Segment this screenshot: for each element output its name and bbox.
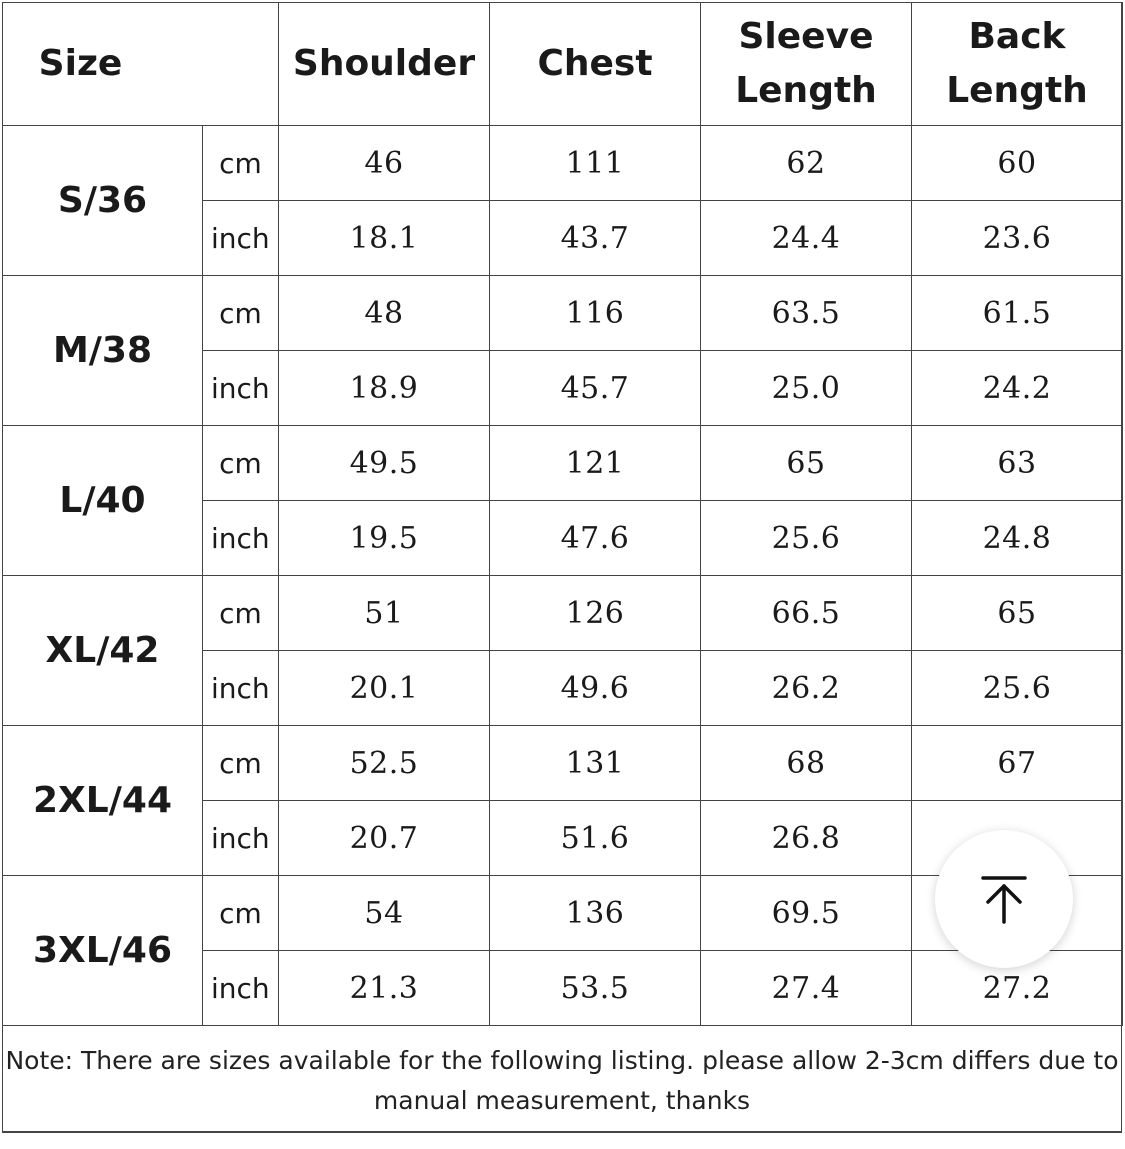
- header-sleeve-length: [701, 3, 912, 126]
- sleeve-value: 65: [701, 426, 912, 501]
- size-label: 3XL/46: [3, 876, 203, 1026]
- back-value: 61.5: [912, 276, 1123, 351]
- shoulder-value: 19.5: [279, 501, 490, 576]
- size-label: M/38: [3, 276, 203, 426]
- shoulder-value: 54: [279, 876, 490, 951]
- sleeve-value: 25.6: [701, 501, 912, 576]
- unit-label: cm: [203, 276, 279, 351]
- chest-value: 116: [490, 276, 701, 351]
- table-row: [3, 726, 1123, 801]
- size-label: L/40: [3, 426, 203, 576]
- chest-value: 111: [490, 126, 701, 201]
- chest-value: 47.6: [490, 501, 701, 576]
- header-sleeve-line1: Sleeve: [738, 16, 874, 57]
- header-sleeve-line2: Length: [735, 70, 877, 111]
- size-label: 2XL/44: [3, 726, 203, 876]
- unit-label: cm: [203, 426, 279, 501]
- sleeve-value: 26.8: [701, 801, 912, 876]
- sleeve-value: 27.4: [701, 951, 912, 1026]
- chest-value: 51.6: [490, 801, 701, 876]
- chest-value: 131: [490, 726, 701, 801]
- unit-label: inch: [203, 351, 279, 426]
- header-back-length: [912, 3, 1123, 126]
- shoulder-value: 51: [279, 576, 490, 651]
- sleeve-value: 62: [701, 126, 912, 201]
- back-value: 24.2: [912, 351, 1123, 426]
- chest-value: 126: [490, 576, 701, 651]
- table-row: [3, 576, 1123, 651]
- note-line1: Note: There are sizes available for the following listing. please allow 2-3cm differs due to: [5, 1046, 1119, 1075]
- table-row: [3, 426, 1123, 501]
- sleeve-value: 68: [701, 726, 912, 801]
- header-size-label: Size: [38, 43, 123, 84]
- sleeve-value: 24.4: [701, 201, 912, 276]
- header-shoulder: Shoulder: [279, 3, 490, 126]
- shoulder-value: 49.5: [279, 426, 490, 501]
- unit-label: inch: [203, 801, 279, 876]
- unit-label: inch: [203, 201, 279, 276]
- back-value: 67: [912, 726, 1123, 801]
- unit-label: cm: [203, 876, 279, 951]
- unit-label: cm: [203, 126, 279, 201]
- size-label: S/36: [3, 126, 203, 276]
- unit-label: inch: [203, 501, 279, 576]
- chest-value: 121: [490, 426, 701, 501]
- chest-value: 136: [490, 876, 701, 951]
- header-back-line2: Length: [946, 70, 1088, 111]
- unit-label: inch: [203, 651, 279, 726]
- back-value: 25.6: [912, 651, 1123, 726]
- sleeve-value: 69.5: [701, 876, 912, 951]
- shoulder-value: 18.1: [279, 201, 490, 276]
- note-line2: manual measurement, thanks: [373, 1086, 751, 1115]
- back-value: 27.2: [912, 951, 1123, 1026]
- chest-value: 53.5: [490, 951, 701, 1026]
- header-back-line1: Back: [968, 16, 1066, 57]
- shoulder-value: 20.1: [279, 651, 490, 726]
- shoulder-value: 46: [279, 126, 490, 201]
- chest-value: 49.6: [490, 651, 701, 726]
- unit-label: cm: [203, 576, 279, 651]
- arrow-up-to-line-icon: [977, 872, 1031, 926]
- shoulder-value: 52.5: [279, 726, 490, 801]
- chest-value: 43.7: [490, 201, 701, 276]
- header-chest: Chest: [490, 3, 701, 126]
- shoulder-value: 21.3: [279, 951, 490, 1026]
- table-row: [3, 276, 1123, 351]
- unit-label: inch: [203, 951, 279, 1026]
- scroll-to-top-button[interactable]: [935, 830, 1073, 968]
- sleeve-value: 66.5: [701, 576, 912, 651]
- sleeve-value: 25.0: [701, 351, 912, 426]
- header-row: [3, 3, 1123, 126]
- shoulder-value: 18.9: [279, 351, 490, 426]
- header-size: [3, 3, 279, 126]
- back-value: 63: [912, 426, 1123, 501]
- shoulder-value: 20.7: [279, 801, 490, 876]
- measurement-note: [2, 1026, 1122, 1132]
- sleeve-value: 26.2: [701, 651, 912, 726]
- sleeve-value: 63.5: [701, 276, 912, 351]
- table-row: [3, 126, 1123, 201]
- back-value: 60: [912, 126, 1123, 201]
- size-label: XL/42: [3, 576, 203, 726]
- back-value: 24.8: [912, 501, 1123, 576]
- shoulder-value: 48: [279, 276, 490, 351]
- chest-value: 45.7: [490, 351, 701, 426]
- back-value: 65: [912, 576, 1123, 651]
- unit-label: cm: [203, 726, 279, 801]
- back-value: 23.6: [912, 201, 1123, 276]
